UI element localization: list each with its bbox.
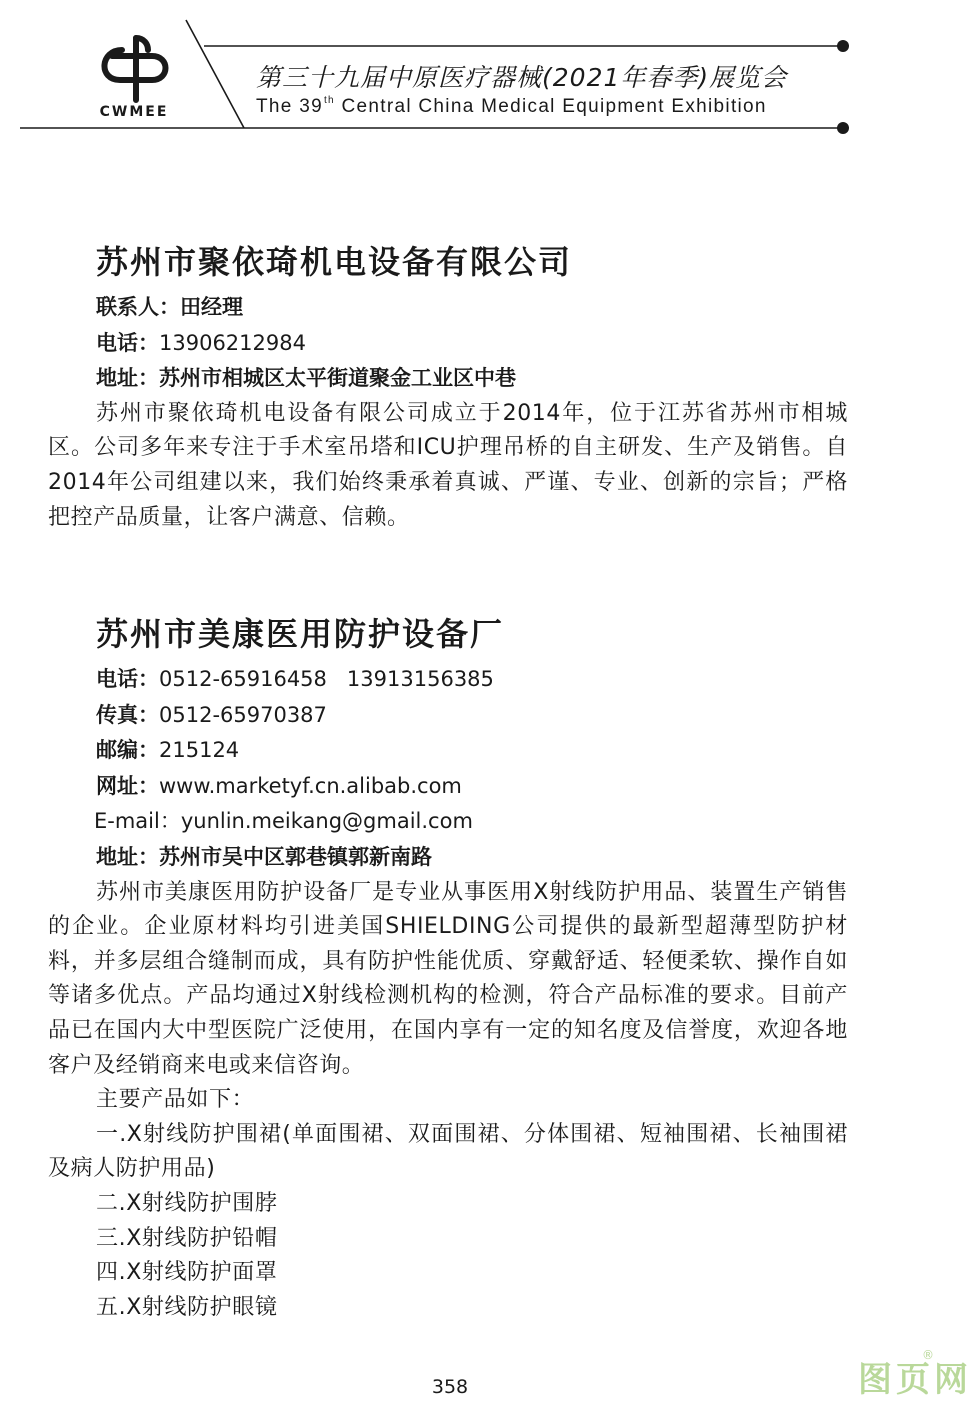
email-link[interactable]: yunlin.meikang@gmail.com xyxy=(180,809,473,834)
company-name: 苏州市美康医用防护设备厂 xyxy=(96,615,505,653)
product-item: 一.X射线防护围裙(单面围裙、双面围裙、分体围裙、短袖围裙、长袖围裙及病人防护用品) xyxy=(48,1121,848,1182)
company-entry-2 xyxy=(48,612,848,1325)
exhibition-title-cn: 第三十九届中原医疗器械(2021年春季)展览会 xyxy=(256,63,788,92)
website-label: 网址： xyxy=(96,773,159,798)
email-field xyxy=(94,804,848,840)
phone-label: 电话： xyxy=(96,330,159,355)
fax-field xyxy=(96,698,848,734)
postcode-field xyxy=(96,733,848,769)
exhibition-title-en xyxy=(256,95,767,118)
product-item: 二.X射线防护围脖 xyxy=(96,1190,278,1216)
company-name: 苏州市聚依琦机电设备有限公司 xyxy=(96,243,573,281)
title-en-prefix: The 39 xyxy=(256,96,323,117)
fax-label: 传真： xyxy=(96,702,159,727)
website-link[interactable]: www.marketyf.cn.alibab.com xyxy=(159,773,462,798)
watermark-text: 图页网 xyxy=(858,1360,972,1400)
title-en-suffix: Central China Medical Equipment Exhibition xyxy=(334,96,767,117)
address-value: 苏州市相城区太平街道聚金工业区中巷 xyxy=(159,366,516,391)
fax-value: 0512-65970387 xyxy=(159,702,327,727)
phone-value: 0512-65916458 13913156385 xyxy=(159,667,494,691)
registered-mark: ® xyxy=(922,1348,934,1362)
products-intro: 主要产品如下： xyxy=(96,1087,255,1113)
company-description: 苏州市聚依琦机电设备有限公司成立于2014年，位于江苏省苏州市相城区。公司多年来专注于手术室吊塔和ICU护理吊桥的自主研发、生产及销售。自2014年公司组建以来，我们始终秉承着真诚、严谨、专业、创新的宗旨；严格把控产品质量，让客户满意、信赖。 xyxy=(48,400,848,530)
phone-field xyxy=(96,662,848,698)
product-item: 四.X射线防护面罩 xyxy=(96,1260,278,1286)
address-field xyxy=(96,361,848,397)
page-number: 358 xyxy=(431,1376,469,1398)
cwmee-logo-icon xyxy=(92,34,174,104)
page-header xyxy=(0,0,980,140)
title-en-ordinal: th xyxy=(323,95,335,106)
email-label: E-mail： xyxy=(94,809,181,834)
product-item: 五.X射线防护眼镜 xyxy=(96,1294,278,1320)
watermark-logo xyxy=(858,1348,972,1402)
postcode-value: 215124 xyxy=(159,738,240,763)
contact-field xyxy=(96,290,848,326)
contact-value: 田经理 xyxy=(180,295,243,319)
product-item: 三.X射线防护铅帽 xyxy=(96,1225,278,1251)
website-field xyxy=(96,769,848,805)
address-label: 地址： xyxy=(96,844,159,869)
address-label: 地址： xyxy=(96,366,159,391)
address-field xyxy=(96,840,848,876)
contact-label: 联系人： xyxy=(96,295,180,319)
company-entry-1 xyxy=(48,240,848,535)
postcode-label: 邮编： xyxy=(96,738,159,763)
phone-label: 电话： xyxy=(96,667,159,691)
phone-field xyxy=(96,326,848,362)
phone-value: 13906212984 xyxy=(159,330,306,355)
address-value: 苏州市吴中区郭巷镇郭新南路 xyxy=(159,844,432,869)
logo-text: CWMEE xyxy=(99,104,169,120)
company-description: 苏州市美康医用防护设备厂是专业从事医用X射线防护用品、装置生产销售的企业。企业原材料均引进美国SHIELDING公司提供的最新型超薄型防护材料，并多层组合缝制而成，具有防护性能优质、穿戴舒适、轻便柔软、操作自如等诸多优点。产品均通过X射线检测机构的检测，符合产品标准的要求。目前产品已在国内大中型医院广泛使用，在国内享有一定的知名度及信誉度，欢迎各地客户及经销商来电或来信咨询。 xyxy=(48,879,848,1078)
